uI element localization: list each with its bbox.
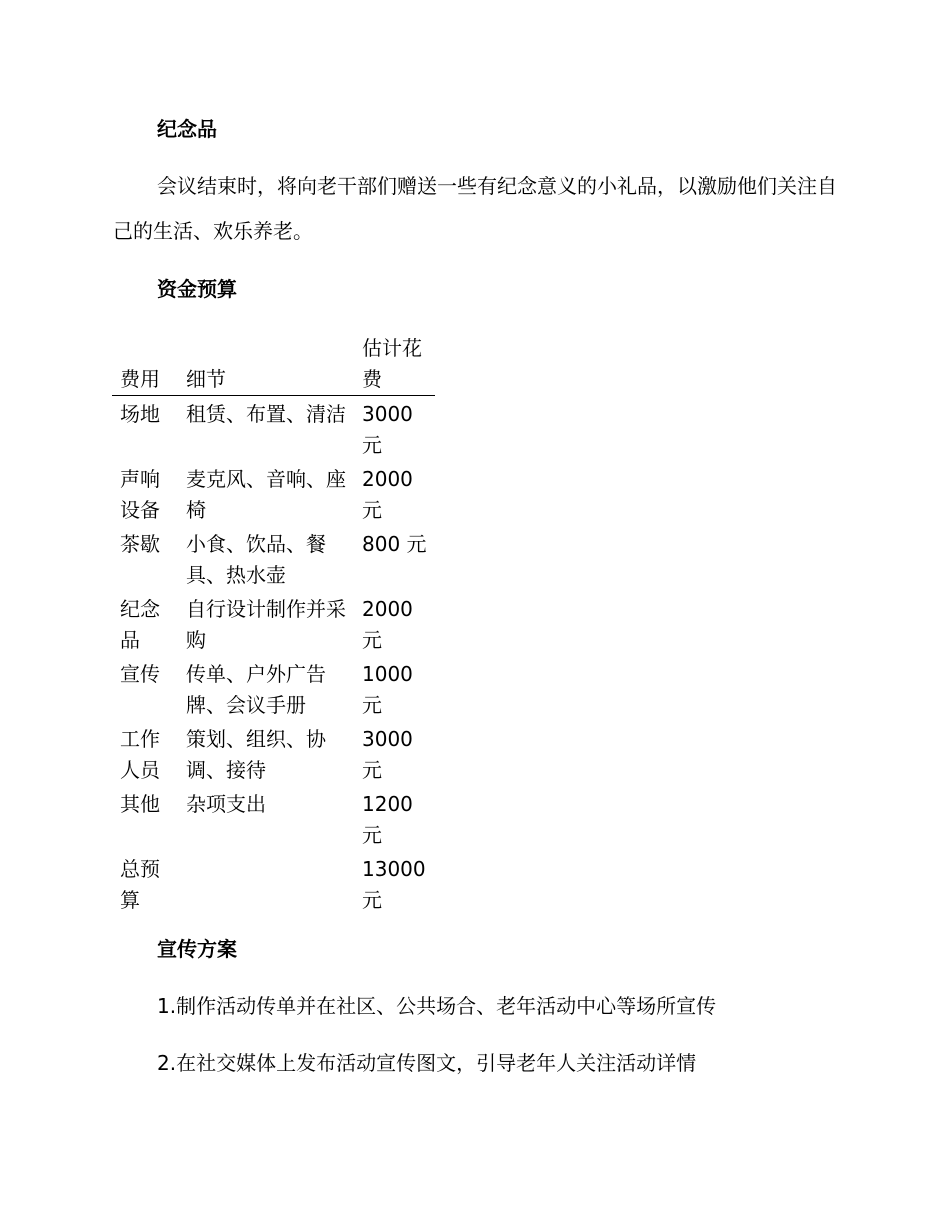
table-row bbox=[112, 396, 435, 462]
souvenir-heading: 纪念品 bbox=[157, 117, 217, 141]
row-cost: 工作人员 bbox=[120, 727, 160, 782]
list-item: 1.制作活动传单并在社区、公共场合、老年活动中心等场所宣传 bbox=[157, 994, 717, 1018]
table-row bbox=[112, 721, 435, 786]
row-cost: 总预算 bbox=[120, 857, 160, 912]
row-detail bbox=[178, 851, 354, 916]
header-cost: 费用 bbox=[112, 333, 178, 396]
budget-table-header-row bbox=[112, 333, 435, 396]
table-row bbox=[112, 786, 435, 851]
row-detail: 杂项支出 bbox=[186, 792, 266, 816]
row-cost: 纪念品 bbox=[120, 597, 160, 652]
table-row-total bbox=[112, 851, 435, 916]
header-estimate: 估计花费 bbox=[354, 333, 435, 396]
row-cost: 声响设备 bbox=[120, 467, 160, 522]
list-item: 2.在社交媒体上发布活动宣传图文，引导老年人关注活动详情 bbox=[157, 1051, 697, 1075]
row-estimate: 3000元 bbox=[362, 402, 413, 457]
row-estimate: 3000元 bbox=[362, 727, 413, 782]
publicity-heading: 宣传方案 bbox=[157, 937, 237, 961]
budget-table bbox=[112, 333, 435, 916]
row-cost: 其他 bbox=[120, 792, 160, 816]
row-estimate: 2000元 bbox=[362, 467, 413, 522]
row-estimate: 13000元 bbox=[362, 857, 426, 912]
row-estimate: 800 元 bbox=[362, 532, 427, 556]
header-detail: 细节 bbox=[178, 333, 354, 396]
row-detail: 策划、组织、协调、接待 bbox=[186, 727, 326, 782]
row-detail: 小食、饮品、餐具、热水壶 bbox=[186, 532, 326, 587]
souvenir-paragraph: 会议结束时，将向老干部们赠送一些有纪念意义的小礼品，以激励他们关注自己的生活、欢乐养老。 bbox=[113, 174, 837, 243]
table-row bbox=[112, 461, 435, 526]
row-cost: 茶歇 bbox=[120, 532, 160, 556]
row-detail: 自行设计制作并采购 bbox=[186, 597, 346, 652]
row-detail: 麦克风、音响、座椅 bbox=[186, 467, 346, 522]
table-row bbox=[112, 656, 435, 721]
table-row bbox=[112, 591, 435, 656]
budget-heading: 资金预算 bbox=[157, 277, 237, 301]
row-cost: 场地 bbox=[120, 402, 160, 426]
row-estimate: 2000元 bbox=[362, 597, 413, 652]
row-detail: 租赁、布置、清洁 bbox=[186, 402, 346, 426]
row-estimate: 1200元 bbox=[362, 792, 413, 847]
row-detail: 传单、户外广告牌、会议手册 bbox=[186, 662, 326, 717]
table-row bbox=[112, 526, 435, 591]
row-estimate: 1000元 bbox=[362, 662, 413, 717]
row-cost: 宣传 bbox=[120, 662, 160, 686]
